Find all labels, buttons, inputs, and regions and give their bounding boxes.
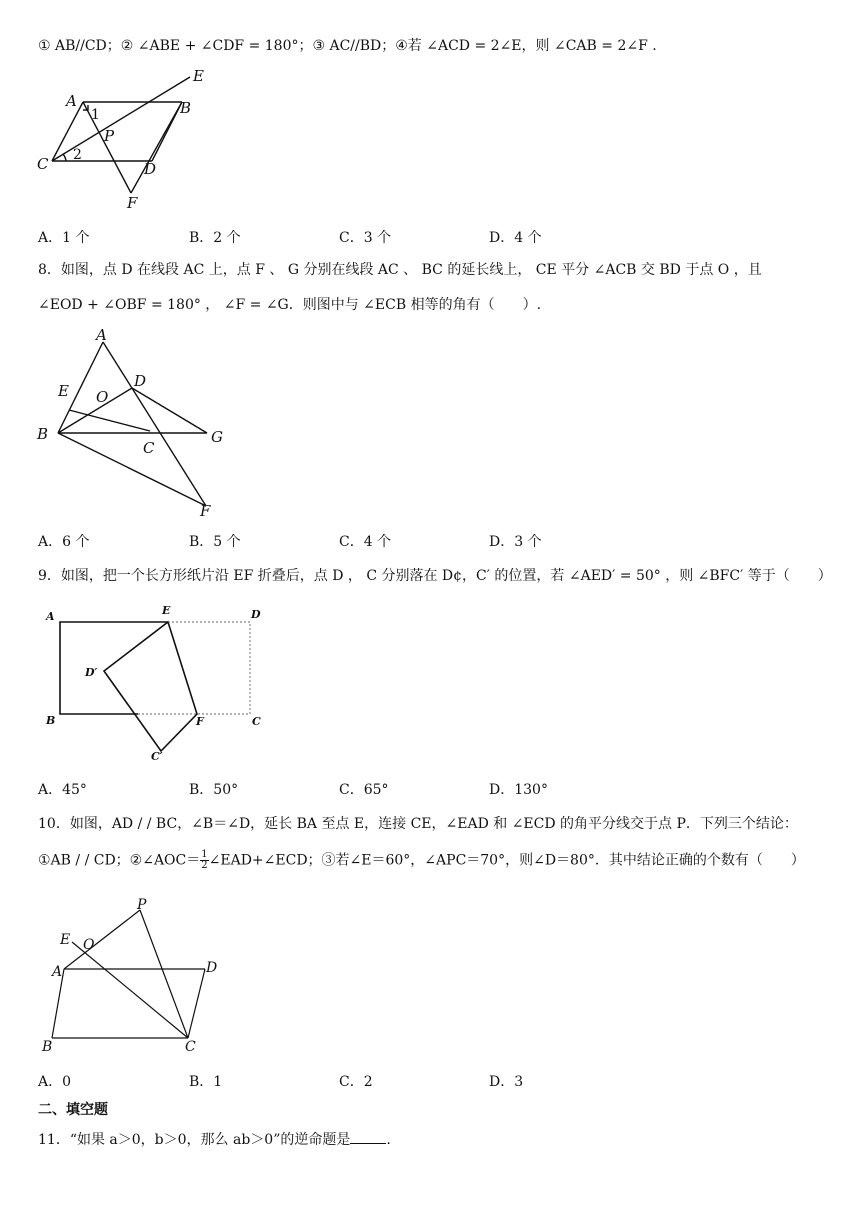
q9-label-E: E: [162, 604, 171, 617]
q10-line2-part1: ①AB / / CD；②∠AOC＝: [38, 852, 201, 869]
q7-label-B: B: [180, 99, 192, 117]
q8-stem-line1: 8．如图，点 D 在线段 AC 上，点 F 、 G 分别在线段 AC 、 BC 的延长线上， CE 平分 ∠ACB 交 BD 于点 O ，且: [38, 262, 762, 278]
q11-text: 11．“如果 a＞0，b＞0，那么 ab＞0”的逆命题是: [38, 1132, 351, 1148]
q10-option-c: C．2: [339, 1074, 373, 1090]
q10-stem-line1: 10．如图，AD / / BC，∠B＝∠D，延长 BA 至点 E，连接 CE，∠EAD 和 ∠ECD 的角平分线交于点 P．下列三个结论：: [38, 816, 798, 832]
q8-label-B: B: [37, 425, 49, 443]
q9-option-c: C．65°: [339, 782, 389, 798]
q8-label-G: G: [211, 428, 223, 446]
q10-half-fraction: [200, 850, 208, 871]
q8-option-c: C．4 个: [339, 534, 392, 550]
fraction-denominator: 2: [201, 860, 208, 871]
q9-label-B: B: [46, 714, 56, 727]
q8-option-b: B．5 个: [189, 534, 241, 550]
q9-option-d: D．130°: [489, 782, 548, 798]
q10-label-P: P: [137, 897, 147, 913]
q10-label-B: B: [42, 1039, 53, 1055]
q10-stem-line2: [38, 850, 805, 871]
q7-figure: [30, 66, 220, 216]
q8-stem-line2: ∠EOD + ∠OBF = 180° ， ∠F = ∠G．则图中与 ∠ECB 相等的角有（ ）.: [38, 297, 542, 313]
q7-angle-2: 2: [73, 147, 82, 163]
q10-label-A: A: [52, 964, 63, 980]
q10-label-E: E: [60, 932, 71, 948]
q9-label-C: C: [252, 715, 261, 728]
q7-label-E: E: [193, 67, 204, 85]
q8-label-D: D: [134, 372, 147, 390]
q7-option-d: D．4 个: [489, 230, 542, 246]
q9-label-Cp: C′: [151, 750, 163, 763]
q8-option-d: D．3 个: [489, 534, 542, 550]
q7-label-F: F: [127, 194, 138, 212]
q9-figure: [40, 600, 270, 766]
q10-option-d: D．3: [489, 1074, 524, 1090]
q9-label-D: D: [251, 608, 261, 621]
q10-label-D: D: [206, 960, 218, 976]
q7-option-a: A．1 个: [38, 230, 90, 246]
q10-label-O: O: [83, 937, 95, 953]
q9-label-Dp: D′: [85, 666, 98, 679]
q8-label-A: A: [96, 326, 107, 344]
q10-line2-part2: ∠EAD+∠ECD；③若∠E＝60°，∠APC＝70°，则∠D＝80°．其中结论正确的个数有（ ）: [208, 852, 805, 869]
q10-option-a: A．0: [38, 1074, 72, 1090]
q7-label-C: C: [37, 155, 49, 173]
q9-label-A: A: [46, 610, 55, 623]
q7-option-c: C．3 个: [339, 230, 392, 246]
q7-label-A: A: [66, 92, 77, 110]
q10-option-b: B．1: [189, 1074, 223, 1090]
q10-label-C: C: [185, 1039, 196, 1055]
q9-option-b: B．50°: [189, 782, 239, 798]
q9-option-a: A．45°: [38, 782, 87, 798]
q10-figure: [32, 894, 232, 1060]
q9-stem-line1: 9．如图，把一个长方形纸片沿 EF 折叠后，点 D ， C 分别落在 D¢，C′ 的位置，若 ∠AED′ = 50° ，则 ∠BFC′ 等于（ ）: [38, 568, 832, 584]
q7-option-b: B．2 个: [189, 230, 241, 246]
q8-label-E: E: [58, 382, 69, 400]
fraction-numerator: 1: [201, 849, 208, 860]
q8-option-a: A．6 个: [38, 534, 90, 550]
q9-label-F: F: [196, 715, 204, 728]
q7-angle-1: 1: [91, 107, 100, 123]
section-title-fill-in: 二、填空题: [38, 1102, 108, 1118]
q7-label-D: D: [144, 160, 157, 178]
q8-label-C: C: [143, 439, 155, 457]
q11-end: .: [386, 1132, 391, 1148]
q8-figure: [30, 324, 250, 524]
q7-statements: ① AB//CD；② ∠ABE + ∠CDF = 180°；③ AC//BD；④若 ∠ACD = 2∠E，则 ∠CAB = 2∠F .: [38, 38, 657, 54]
q8-label-F: F: [200, 502, 211, 520]
q8-label-O: O: [96, 388, 109, 406]
q7-label-P: P: [104, 127, 115, 145]
q11-answer-blank[interactable]: [350, 1129, 386, 1144]
q11-stem: [38, 1129, 391, 1150]
